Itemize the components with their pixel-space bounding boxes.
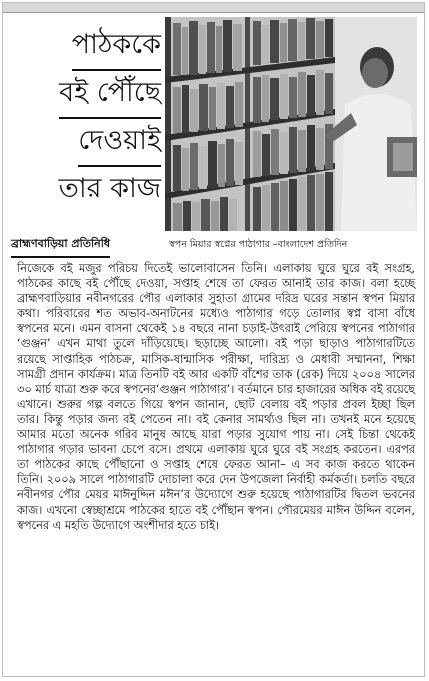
- clipping-top-edge: [3, 3, 424, 13]
- headline-line: পাঠককে: [72, 23, 161, 71]
- byline: ব্রাহ্মণবাড়িয়া প্রতিনিধি: [11, 235, 110, 258]
- headline-line: বই পৌঁছে: [59, 71, 161, 119]
- newspaper-clipping: [2, 2, 425, 677]
- photo-caption: স্বপন মিয়ার স্বপ্নের পাঠাগার –বাংলাদেশ প্রতিদিন: [169, 239, 348, 250]
- article-body: নিজেকে বই মজুর পরিচয় দিতেই ভালোবাসেন তিনি। এলাকায় ঘুরে ঘুরে বই সংগ্রহ, পাঠকের কাছে বই পৌঁছে দেওয়া, সপ্তাহ শেষে তা ফেরত আনাই তার কাজ। বলা হচ্ছে ব্রাহ্মণবাড়িয়ার নবীনগরের পৌর এলাকার সুহাতা গ্রামের দরিদ্র ঘরের সন্তান স্বপন মিয়ার কথা। পরিবারের শত অভাব-অনাটনের মধ্যেও পাঠাগার গড়ে তোলার স্বপ্ন বাসা বাঁধে স্বপনের মনে। এমন বাসনা থেকেই ১৪ বছরে নানা চড়াই-উৎরাই পেরিয়ে স্বপনের পাঠাগার ‘গুঞ্জন’ এখন মাথা তুলে দাঁড়িয়েছে। ছড়াচ্ছে আলো। বই পড়া ছাড়াও পাঠাগারটিতে রয়েছে সাপ্তাহিক পাঠচক্র, মাসিক-ষান্মাসিক পরীক্ষা, দারিদ্র্য ও মেধাবী সম্মাননা, শিক্ষা সামগ্রী প্রদান কার্যক্রম। মাত্র তিনটি বই আর একটি বাঁশের তাক (রেক) দিয়ে ২০০৪ সালের ৩০ মার্চ যাত্রা শুরু করে স্বপনের‘গুঞ্জন পাঠাগার’। বর্তমানে চার হাজারের অধিক বই রয়েছে এখানে। শুরুর গল্প বলতে গিয়ে স্বপন জানান, ছোট বেলায় বই পড়ার প্রবল ইচ্ছা ছিল তার। কিন্তু পড়ার জন্য বই পেতেন না। বই কেনার সামর্থ্যও ছিল না। তখনই মনে হয়েছে আমার মতো অনেক গরিব মানুষ আছে যারা পড়ার সুযোগ পায় না। সেই চিন্তা থেকেই পাঠাগার গড়ার ভাবনা চেপে বসে। প্রথমে এলাকায় ঘুরে ঘুরে বই সংগ্রহ করতেন। এরপর তা পাঠকের কাছে পৌঁছানো ও সপ্তাহ শেষে ফেরত আনা– এ সব কাজ করতে থাকেন তিনি। ২০০৯ সালে পাঠাগারটি দোচালা করে দেন উপজেলা নির্বাহী কর্মকর্তা। চলতি বছরে নবীনগর পৌর মেয়র মাঈনুদ্দিন মঈন’র উদ্যোগে শুরু হয়েছে পাঠাগারটির দ্বিতল ভবনের কাজ। এখনো স্বেচ্ছাশ্রমে পাঠকের হাতে বই পৌঁছান স্বপন। পৌরমেয়র মাঈন উদ্দিন বলেন, স্বপনের এ মহতি উদ্যোগে অংশীদার হতে চাই।: [17, 262, 415, 532]
- headline: [11, 23, 161, 213]
- headline-line: তার কাজ: [58, 173, 161, 204]
- headline-line: দেওয়াই: [78, 119, 161, 167]
- library-photo: [165, 17, 417, 231]
